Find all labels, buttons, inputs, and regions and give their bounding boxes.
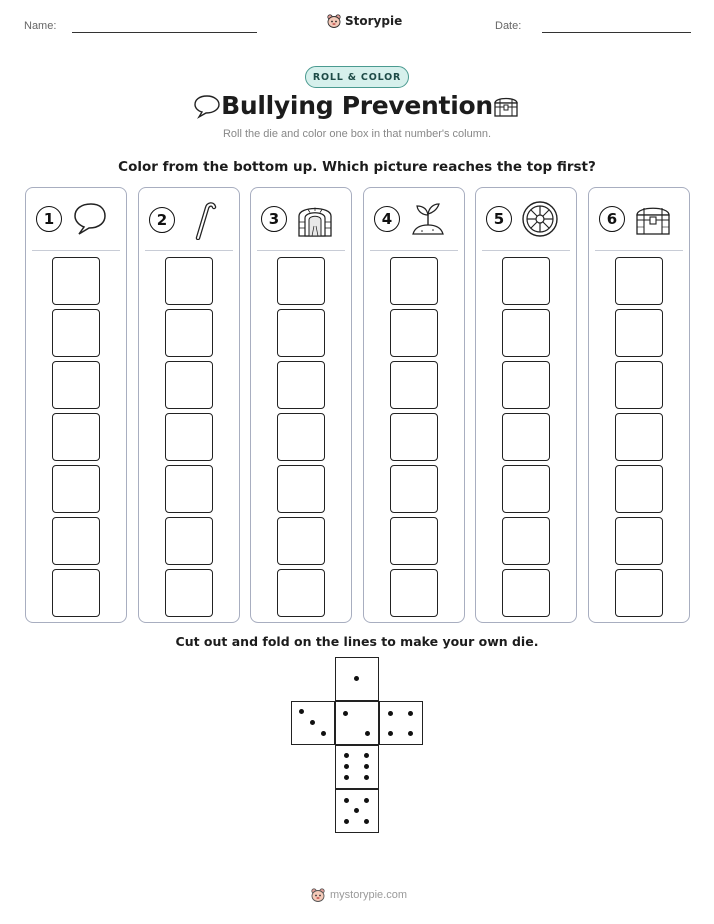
- color-box[interactable]: [615, 413, 663, 461]
- color-box[interactable]: [390, 413, 438, 461]
- color-box[interactable]: [615, 361, 663, 409]
- treasure-chest-icon: [492, 93, 520, 119]
- color-box[interactable]: [277, 465, 325, 513]
- column-divider: [32, 250, 120, 251]
- color-box[interactable]: [502, 465, 550, 513]
- color-box[interactable]: [277, 413, 325, 461]
- page-title: Bullying Prevention: [221, 91, 493, 120]
- date-line[interactable]: [542, 32, 691, 33]
- color-box[interactable]: [165, 517, 213, 565]
- color-box[interactable]: [615, 465, 663, 513]
- name-label: Name:: [24, 20, 57, 32]
- die-pip: [365, 731, 370, 736]
- storypie-mascot-icon: [326, 13, 342, 29]
- color-box[interactable]: [615, 309, 663, 357]
- die-pip: [408, 711, 413, 716]
- color-box[interactable]: [52, 309, 100, 357]
- color-box[interactable]: [165, 569, 213, 617]
- color-box[interactable]: [390, 361, 438, 409]
- die-pip: [344, 798, 349, 803]
- color-box[interactable]: [502, 309, 550, 357]
- die-pip: [354, 676, 359, 681]
- color-box[interactable]: [165, 257, 213, 305]
- color-box[interactable]: [390, 517, 438, 565]
- color-box[interactable]: [52, 517, 100, 565]
- column-5: [475, 187, 577, 623]
- color-box[interactable]: [390, 569, 438, 617]
- die-pip: [343, 711, 348, 716]
- treasure-chest-icon: [634, 200, 672, 238]
- footer-url: mystorypie.com: [330, 889, 408, 901]
- die-pip: [388, 711, 393, 716]
- brand-name: Storypie: [345, 14, 403, 28]
- color-box[interactable]: [52, 465, 100, 513]
- brand: [326, 13, 402, 29]
- die-pip: [354, 808, 359, 813]
- color-box[interactable]: [277, 517, 325, 565]
- color-box[interactable]: [502, 413, 550, 461]
- instruction: Color from the bottom up. Which picture reaches the top first?: [118, 159, 596, 175]
- die-face-4: [379, 701, 423, 745]
- column-divider: [482, 250, 570, 251]
- color-box[interactable]: [390, 465, 438, 513]
- cane-icon: [184, 200, 222, 240]
- name-line[interactable]: [72, 32, 257, 33]
- color-box[interactable]: [502, 257, 550, 305]
- color-box[interactable]: [165, 361, 213, 409]
- color-box[interactable]: [615, 257, 663, 305]
- color-box[interactable]: [277, 257, 325, 305]
- color-box[interactable]: [277, 309, 325, 357]
- column-divider: [595, 250, 683, 251]
- die-pip: [408, 731, 413, 736]
- column-3: [250, 187, 352, 623]
- color-box[interactable]: [52, 361, 100, 409]
- color-box[interactable]: [277, 361, 325, 409]
- die-instruction: Cut out and fold on the lines to make your own die.: [175, 634, 539, 649]
- die-face-5: [335, 789, 379, 833]
- column-1: [25, 187, 127, 623]
- die-pip: [299, 709, 304, 714]
- die-pip: [364, 798, 369, 803]
- column-2: [138, 187, 240, 623]
- color-box[interactable]: [502, 361, 550, 409]
- color-box[interactable]: [615, 569, 663, 617]
- column-6: [588, 187, 690, 623]
- color-box[interactable]: [165, 413, 213, 461]
- color-box[interactable]: [52, 569, 100, 617]
- die-pip: [344, 775, 349, 780]
- color-box[interactable]: [502, 569, 550, 617]
- die-pip: [364, 819, 369, 824]
- die-pip: [321, 731, 326, 736]
- column-number: 2: [149, 207, 175, 233]
- color-box[interactable]: [390, 309, 438, 357]
- die-pip: [364, 764, 369, 769]
- sprout-icon: [409, 200, 447, 238]
- column-4: [363, 187, 465, 623]
- column-divider: [370, 250, 458, 251]
- date-label: Date:: [495, 20, 522, 32]
- die-pip: [344, 764, 349, 769]
- column-divider: [145, 250, 233, 251]
- color-box[interactable]: [277, 569, 325, 617]
- footer: [310, 887, 407, 903]
- column-number: 6: [599, 206, 625, 232]
- column-number: 5: [486, 206, 512, 232]
- die-pip: [344, 753, 349, 758]
- column-number: 1: [36, 206, 62, 232]
- color-box[interactable]: [165, 309, 213, 357]
- color-box[interactable]: [52, 413, 100, 461]
- die-pip: [388, 731, 393, 736]
- die-pip: [364, 775, 369, 780]
- die-face-6: [335, 745, 379, 789]
- die-face-2: [335, 701, 379, 745]
- wheel-icon: [521, 200, 559, 238]
- color-box[interactable]: [390, 257, 438, 305]
- subtitle: Roll the die and color one box in that number's column.: [222, 128, 492, 140]
- column-number: 3: [261, 206, 287, 232]
- column-divider: [257, 250, 345, 251]
- die-pip: [364, 753, 369, 758]
- color-box[interactable]: [165, 465, 213, 513]
- die-pip: [344, 819, 349, 824]
- color-box[interactable]: [52, 257, 100, 305]
- die-face-1: [335, 657, 379, 701]
- speech-bubble-icon: [71, 200, 109, 238]
- die-pip: [310, 720, 315, 725]
- column-number: 4: [374, 206, 400, 232]
- storypie-mascot-icon: [310, 887, 326, 903]
- tunnel-icon: [296, 200, 334, 238]
- roll-and-color-badge: ROLL & COLOR: [305, 66, 409, 88]
- color-box[interactable]: [502, 517, 550, 565]
- die-face-3: [291, 701, 335, 745]
- color-box[interactable]: [615, 517, 663, 565]
